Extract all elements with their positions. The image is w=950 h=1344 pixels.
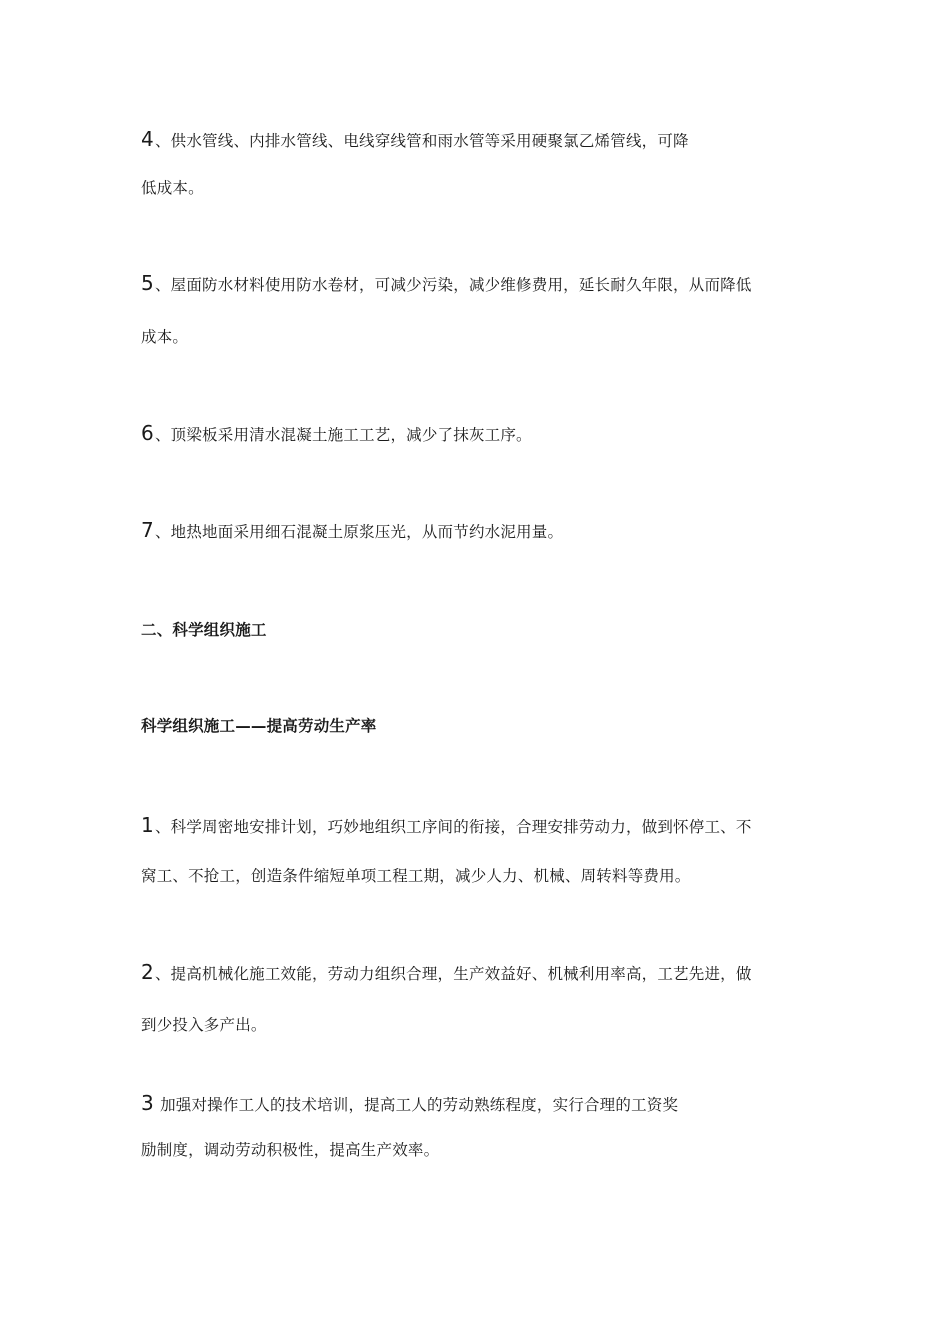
- item-number: 6: [141, 421, 154, 445]
- paragraph-text: 、顶梁板采用清水混凝土施工工艺，减少了抹灰工序。: [154, 426, 532, 444]
- paragraph-5-line-2: 成本。: [141, 328, 189, 346]
- paragraph-6-line-1: [141, 421, 532, 447]
- item-3-line-2: 励制度，调动劳动积极性，提高生产效率。: [141, 1141, 440, 1159]
- paragraph-7-line-1: [141, 518, 563, 544]
- sub-heading: 科学组织施工——提高劳动生产率: [141, 717, 377, 735]
- paragraph-text: 、供水管线、内排水管线、电线穿线管和雨水管等采用硬聚氯乙烯管线，可降: [154, 132, 689, 150]
- paragraph-text: 、地热地面采用细石混凝土原浆压光，从而节约水泥用量。: [154, 523, 564, 541]
- item-number: 5: [141, 271, 154, 295]
- item-number: 4: [141, 127, 154, 151]
- item-text: 、科学周密地安排计划，巧妙地组织工序间的衔接，合理安排劳动力，做到怀停工、不: [154, 818, 752, 836]
- item-text: 加强对操作工人的技术培训，提高工人的劳动熟练程度，实行合理的工资奖: [154, 1096, 679, 1114]
- item-1-line-1: [141, 813, 752, 839]
- item-number: 3: [141, 1091, 154, 1115]
- item-3-line-1: [141, 1091, 678, 1117]
- section-heading: 二、科学组织施工: [141, 621, 267, 639]
- item-number: 1: [141, 813, 154, 837]
- item-1-line-2: 窝工、不抢工，创造条件缩短单项工程工期，减少人力、机械、周转料等费用。: [141, 867, 691, 885]
- paragraph-4-line-2: 低成本。: [141, 179, 204, 197]
- item-number: 2: [141, 960, 154, 984]
- paragraph-4-line-1: [141, 127, 689, 153]
- item-2-line-1: [141, 960, 752, 986]
- paragraph-text: 、屋面防水材料使用防水卷材，可减少污染，减少维修费用，延长耐久年限，从而降低: [154, 276, 752, 294]
- item-number: 7: [141, 518, 154, 542]
- paragraph-5-line-1: [141, 271, 752, 297]
- item-2-line-2: 到少投入多产出。: [141, 1016, 267, 1034]
- item-text: 、提高机械化施工效能，劳动力组织合理，生产效益好、机械利用率高，工艺先进，做: [154, 965, 752, 983]
